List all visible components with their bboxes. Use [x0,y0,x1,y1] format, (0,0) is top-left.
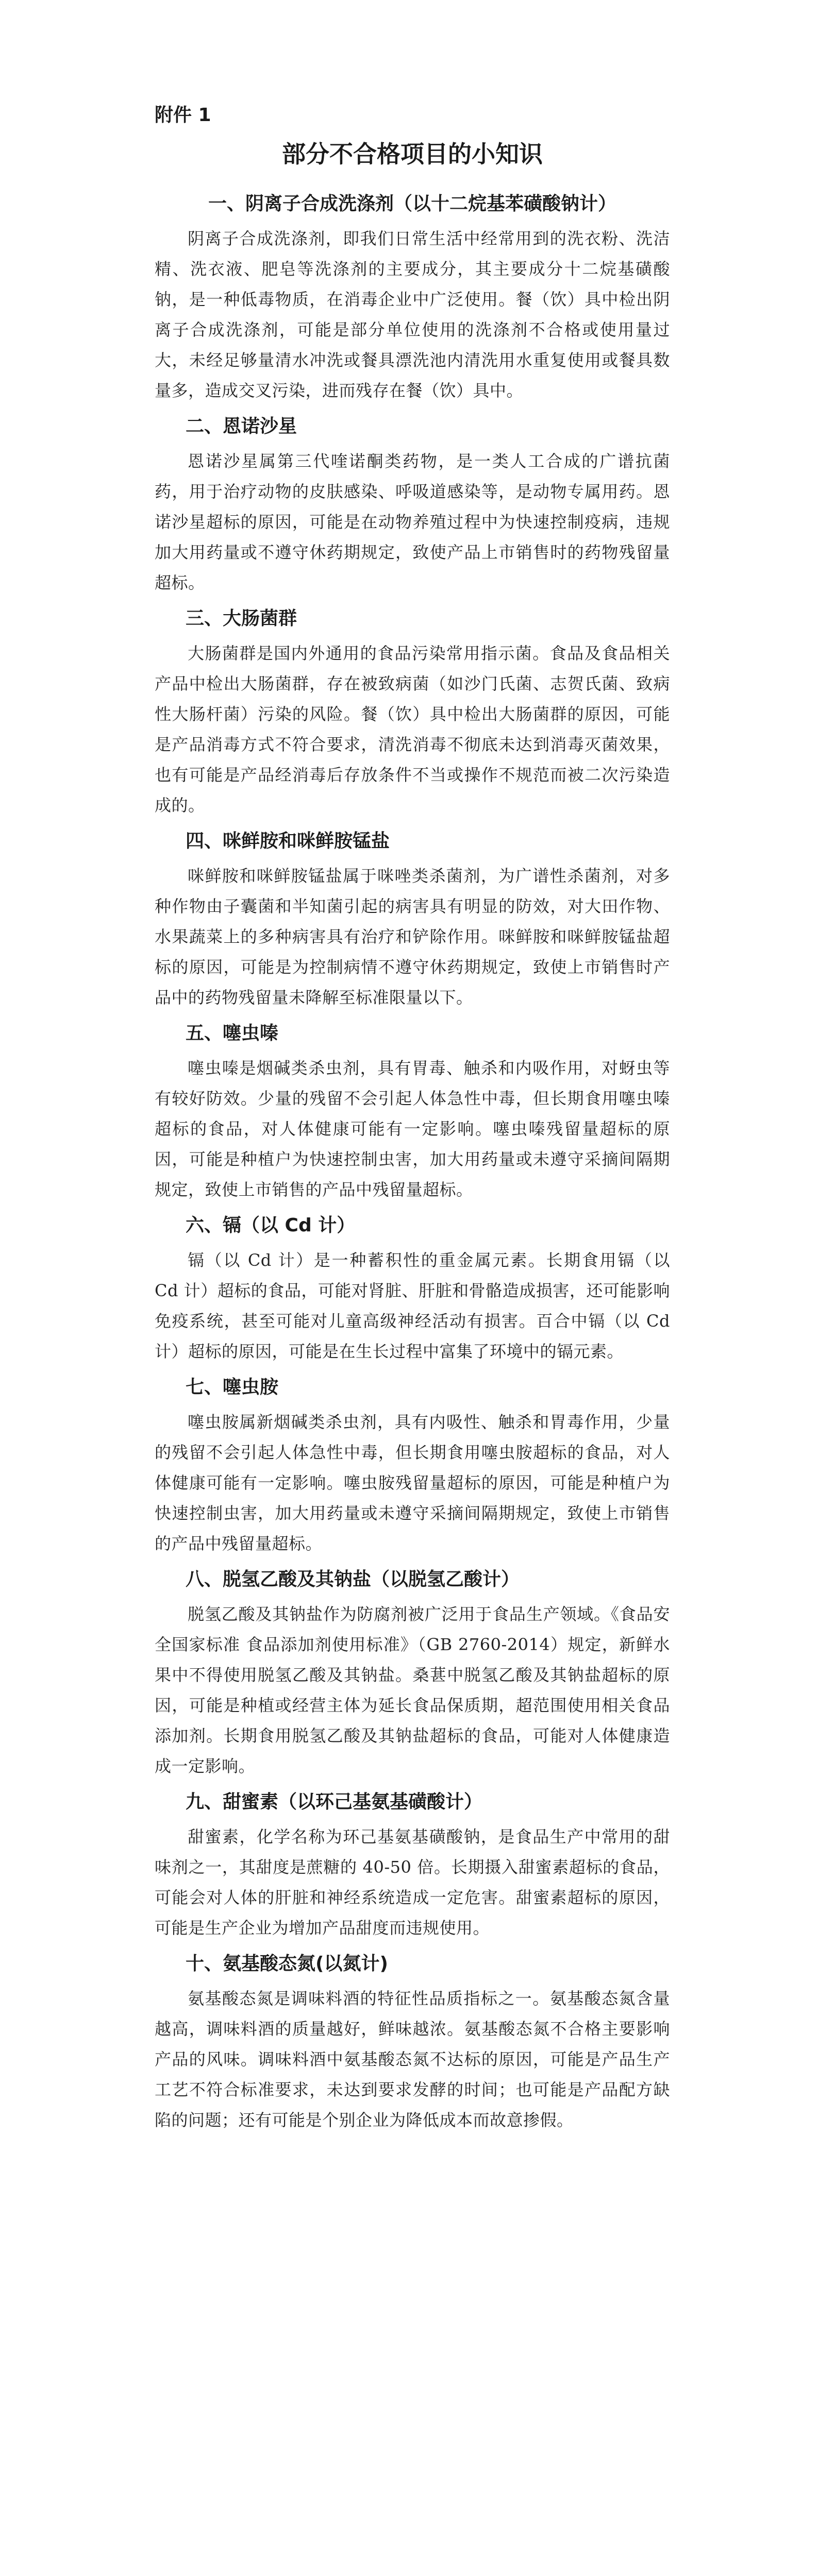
section-8-heading: 八、脱氢乙酸及其钠盐（以脱氢乙酸计） [186,1569,520,1590]
section-6 [155,1212,670,1367]
section-7 [155,1374,670,1559]
section-9-heading: 九、甜蜜素（以环己基氨基磺酸计） [186,1791,483,1812]
section-2-heading: 二、恩诺沙星 [186,416,297,437]
section-3 [155,605,670,821]
section-5-body: 噻虫嗪是烟碱类杀虫剂，具有胃毒、触杀和内吸作用，对蚜虫等有较好防效。少量的残留不会引起人体急性中毒，但长期食用噻虫嗪超标的食品，对人体健康可能有一定影响。噻虫嗪残留量超标的原因，可能是种植户为快速控制虫害，加大用药量或未遵守采摘间隔期规定，致使上市销售的产品中残留量超标。 [155,1058,670,1199]
section-10 [155,1951,670,2136]
section-5 [155,1020,670,1205]
section-3-body: 大肠菌群是国内外通用的食品污染常用指示菌。食品及食品相关产品中检出大肠菌群，存在被致病菌（如沙门氏菌、志贺氏菌、致病性大肠杆菌）污染的风险。餐（饮）具中检出大肠菌群的原因，可能是产品消毒方式不符合要求，清洗消毒不彻底未达到消毒灭菌效果，也有可能是产品经消毒后存放条件不当或操作不规范而被二次污染造成的。 [155,643,670,815]
section-9-body: 甜蜜素，化学名称为环己基氨基磺酸钠，是食品生产中常用的甜味剂之一，其甜度是蔗糖的 40-50 倍。长期摄入甜蜜素超标的食品，可能会对人体的肝脏和神经系统造成一定危害。甜蜜素超标的原因，可能是生产企业为增加产品甜度而违规使用。 [155,1827,670,1938]
section-9 [155,1789,670,1943]
section-4-heading: 四、咪鲜胺和咪鲜胺锰盐 [186,831,390,852]
section-10-heading: 十、氨基酸态氮(以氮计) [186,1953,388,1974]
document-page [155,103,670,2143]
section-1 [155,191,670,406]
attachment-label: 附件 1 [155,105,211,126]
section-6-heading: 六、镉（以 Cd 计） [186,1215,356,1236]
section-4-body: 咪鲜胺和咪鲜胺锰盐属于咪唑类杀菌剂，为广谱性杀菌剂，对多种作物由子囊菌和半知菌引起的病害具有明显的防效，对大田作物、水果蔬菜上的多种病害具有治疗和铲除作用。咪鲜胺和咪鲜胺锰盐超标的原因，可能是为控制病情不遵守休药期规定，致使上市销售时产品中的药物残留量未降解至标准限量以下。 [155,866,670,1007]
section-1-body: 阴离子合成洗涤剂，即我们日常生活中经常用到的洗衣粉、洗洁精、洗衣液、肥皂等洗涤剂的主要成分，其主要成分十二烷基磺酸钠，是一种低毒物质，在消毒企业中广泛使用。餐（饮）具中检出阴离子合成洗涤剂，可能是部分单位使用的洗涤剂不合格或使用量过大，未经足够量清水冲洗或餐具漂洗池内清洗用水重复使用或餐具数量多，造成交叉污染，进而残存在餐（饮）具中。 [155,229,670,400]
section-7-body: 噻虫胺属新烟碱类杀虫剂，具有内吸性、触杀和胃毒作用，少量的残留不会引起人体急性中毒，但长期食用噻虫胺超标的食品，对人体健康可能有一定影响。噻虫胺残留量超标的原因，可能是种植户为快速控制虫害，加大用药量或未遵守采摘间隔期规定，致使上市销售的产品中残留量超标。 [155,1412,670,1553]
section-4 [155,828,670,1013]
section-2 [155,413,670,598]
section-2-body: 恩诺沙星属第三代喹诺酮类药物，是一类人工合成的广谱抗菌药，用于治疗动物的皮肤感染、呼吸道感染等，是动物专属用药。恩诺沙星超标的原因，可能是在动物养殖过程中为快速控制疫病，违规加大用药量或不遵守休药期规定，致使产品上市销售时的药物残留量超标。 [155,451,670,592]
section-1-heading: 一、阴离子合成洗涤剂（以十二烷基苯磺酸钠计） [208,193,616,214]
section-8-body: 脱氢乙酸及其钠盐作为防腐剂被广泛用于食品生产领域。《食品安全国家标准 食品添加剂使用标准》（GB 2760-2014）规定，新鲜水果中不得使用脱氢乙酸及其钠盐。桑葚中脱氢乙酸及其钠盐超标的原因，可能是种植或经营主体为延长食品保质期，超范围使用相关食品添加剂。长期食用脱氢乙酸及其钠盐超标的食品，可能对人体健康造成一定影响。 [155,1604,670,1776]
section-5-heading: 五、噻虫嗪 [186,1023,279,1044]
section-3-heading: 三、大肠菌群 [186,608,297,629]
document-title: 部分不合格项目的小知识 [282,140,543,168]
section-6-body: 镉（以 Cd 计）是一种蓄积性的重金属元素。长期食用镉（以 Cd 计）超标的食品，可能对肾脏、肝脏和骨骼造成损害，还可能影响免疫系统，甚至可能对儿童高级神经活动有损害。百合中镉（以 Cd 计）超标的原因，可能是在生长过程中富集了环境中的镉元素。 [155,1250,670,1361]
section-7-heading: 七、噻虫胺 [186,1377,279,1398]
section-8 [155,1566,670,1782]
section-10-body: 氨基酸态氮是调味料酒的特征性品质指标之一。氨基酸态氮含量越高，调味料酒的质量越好，鲜味越浓。氨基酸态氮不合格主要影响产品的风味。调味料酒中氨基酸态氮不达标的原因，可能是产品生产工艺不符合标准要求，未达到要求发酵的时间；也可能是产品配方缺陷的问题；还有可能是个别企业为降低成本而故意掺假。 [155,1989,670,2130]
